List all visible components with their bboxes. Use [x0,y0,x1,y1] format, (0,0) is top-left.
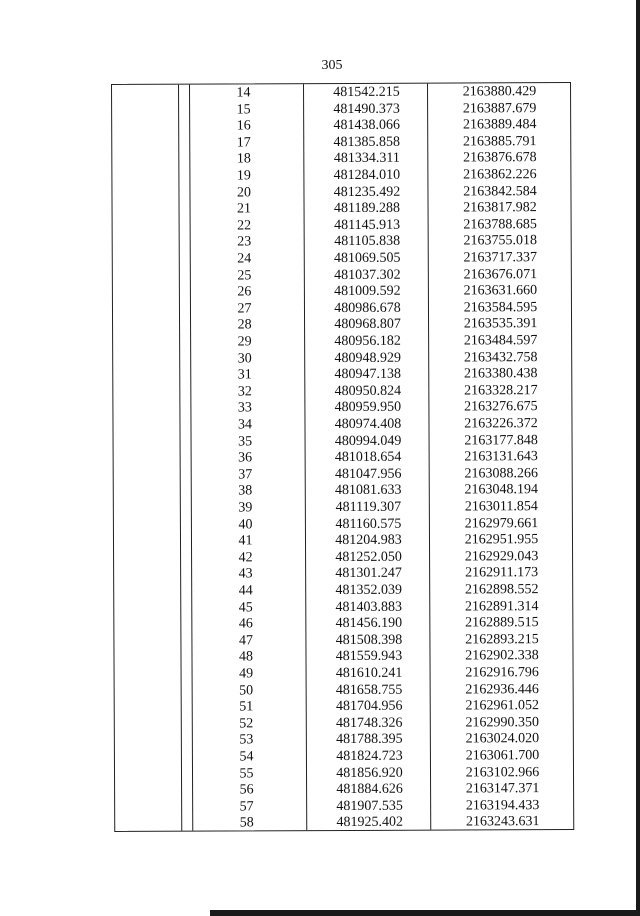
point-number-cell: 40 [238,516,253,533]
table-row [113,283,571,302]
table-row [115,715,573,734]
x-coordinate-cell: 481160.575 [335,516,402,532]
x-coordinate-cell: 480968.807 [334,317,401,333]
x-coordinate-cell: 481438.066 [333,117,400,134]
x-coordinate-cell: 481542.215 [333,84,400,101]
x-coordinate-cell: 481009.592 [334,283,401,300]
y-coordinate-cell: 2162889.515 [465,615,539,631]
table-row [115,781,573,800]
point-number-cell: 54 [239,749,254,765]
point-number-cell: 39 [238,500,253,516]
point-number-cell: 24 [237,251,252,267]
y-coordinate-cell: 2163676.071 [463,266,538,283]
y-coordinate-cell: 2163088.266 [464,465,538,482]
table-row [114,433,572,452]
y-coordinate-cell: 2162951.955 [464,532,539,548]
x-coordinate-cell: 481047.956 [334,466,402,482]
point-number-cell: 30 [237,350,252,367]
x-coordinate-cell: 481925.402 [336,815,404,831]
y-coordinate-cell: 2163147.371 [465,781,540,797]
table-row [114,516,572,535]
table-row [114,549,572,568]
y-coordinate-cell: 2163755.018 [463,233,537,249]
x-coordinate-cell: 480956.182 [334,333,401,350]
x-coordinate-cell: 480959.950 [334,400,402,416]
table-row [113,416,571,435]
y-coordinate-cell: 2163194.433 [465,797,540,814]
table-row [113,250,571,269]
table-row [112,167,570,186]
table-row [115,665,573,684]
table-row [114,466,572,485]
table-row [114,482,572,501]
x-coordinate-cell: 481037.302 [334,267,401,283]
x-coordinate-cell: 481788.395 [336,732,403,748]
page-number: 305 [321,58,343,73]
point-number-cell: 42 [238,550,253,566]
point-number-cell: 29 [237,334,252,350]
table-row [113,333,571,352]
point-number-cell: 48 [238,649,254,665]
x-coordinate-cell: 481069.505 [333,250,401,267]
y-coordinate-cell: 2162911.173 [465,565,539,581]
x-coordinate-cell: 481189.288 [334,200,401,217]
point-number-cell: 25 [237,267,252,284]
table-row [115,698,573,717]
y-coordinate-cell: 2163276.675 [464,399,538,415]
x-coordinate-cell: 481907.535 [336,798,403,814]
table-row [114,532,572,551]
y-coordinate-cell: 2163862.226 [463,167,537,183]
x-coordinate-cell: 481334.311 [333,151,400,167]
y-coordinate-cell: 2163061.700 [465,748,540,764]
x-coordinate-cell: 480986.678 [334,300,401,316]
y-coordinate-cell: 2163876.678 [463,150,537,166]
point-number-cell: 57 [239,799,254,815]
y-coordinate-cell: 2163535.391 [463,316,538,332]
x-coordinate-cell: 481145.913 [334,217,401,233]
point-number-cell: 19 [236,168,251,184]
table-row [114,499,572,518]
y-coordinate-cell: 2163024.020 [465,731,540,747]
point-number-cell: 17 [236,135,251,151]
x-coordinate-cell: 481235.492 [333,184,401,200]
x-coordinate-cell: 481284.010 [333,167,401,184]
point-number-cell: 44 [238,583,253,599]
table-row [113,267,571,286]
point-number-cell: 53 [239,732,254,748]
table-row [112,84,570,103]
x-coordinate-cell: 481352.039 [335,582,402,599]
table-row [114,599,572,618]
x-coordinate-cell: 481403.883 [335,599,403,615]
y-coordinate-cell: 2163887.679 [462,100,537,117]
table-body [112,83,570,831]
point-number-cell: 49 [239,666,254,682]
y-coordinate-cell: 2163048.194 [464,482,539,498]
table-row [113,383,571,402]
table-row [114,615,572,634]
y-coordinate-cell: 2163432.758 [463,349,538,366]
table-row [113,316,571,335]
point-number-cell: 33 [237,400,252,416]
point-number-cell: 37 [238,467,253,483]
point-number-cell: 56 [239,782,254,798]
table-row [115,682,573,701]
y-coordinate-cell: 2163380.438 [463,366,538,382]
table-row [115,814,573,833]
table-row [112,150,570,169]
y-coordinate-cell: 2162929.043 [464,548,539,565]
x-coordinate-cell: 481704.956 [335,698,403,715]
point-number-cell: 28 [237,317,252,333]
point-number-cell: 16 [236,118,251,134]
table-row [112,117,570,136]
x-coordinate-cell: 480947.138 [334,366,402,383]
x-coordinate-cell: 480974.408 [334,416,402,433]
point-number-cell: 36 [238,450,253,466]
point-number-cell: 31 [237,367,252,383]
table-row [113,233,571,252]
x-coordinate-cell: 481252.050 [335,549,402,565]
point-number-cell: 45 [238,599,253,616]
y-coordinate-cell: 2163842.584 [463,183,537,200]
table-row [115,798,573,817]
x-coordinate-cell: 481018.654 [334,449,402,466]
table-row [112,101,570,120]
y-coordinate-cell: 2163880.429 [462,84,537,100]
point-number-cell: 58 [239,815,254,831]
x-coordinate-cell: 481658.755 [335,682,403,698]
x-coordinate-cell: 481119.307 [335,499,402,516]
y-coordinate-cell: 2163788.685 [463,216,537,233]
table-row [113,300,571,319]
point-number-cell: 52 [239,716,254,732]
table-row [112,184,570,203]
point-number-cell: 50 [239,682,254,699]
table-row [115,748,573,767]
x-coordinate-cell: 481559.943 [335,649,403,665]
x-coordinate-cell: 480994.049 [334,433,402,449]
table-row [113,200,571,219]
y-coordinate-cell: 2163717.337 [463,250,538,266]
point-number-cell: 55 [239,765,254,782]
table-row [113,217,571,236]
table-row [113,366,571,385]
point-number-cell: 20 [236,184,252,201]
y-coordinate-cell: 2163484.597 [463,333,538,349]
table-row [114,582,572,601]
scan-edge-bottom [210,910,640,916]
y-coordinate-cell: 2162902.338 [465,648,539,664]
x-coordinate-cell: 481456.190 [335,615,403,632]
point-number-cell: 23 [237,234,252,250]
point-number-cell: 38 [238,483,253,499]
x-coordinate-cell: 481610.241 [335,665,403,682]
x-coordinate-cell: 481105.838 [334,234,401,250]
table-row [115,731,573,750]
table-row [114,632,572,651]
y-coordinate-cell: 2163102.966 [465,764,540,781]
x-coordinate-cell: 481508.398 [335,632,403,648]
y-coordinate-cell: 2162961.052 [465,698,539,714]
y-coordinate-cell: 2162891.314 [465,598,539,615]
x-coordinate-cell: 481385.858 [333,134,401,150]
point-number-cell: 26 [237,284,252,300]
x-coordinate-cell: 481748.326 [336,715,403,731]
y-coordinate-cell: 2162979.661 [464,515,539,532]
table-row [112,134,570,153]
point-number-cell: 15 [236,101,251,118]
point-number-cell: 34 [237,417,253,433]
point-number-cell: 46 [238,616,253,632]
y-coordinate-cell: 2163817.982 [463,200,537,216]
y-coordinate-cell: 2163584.595 [463,299,538,316]
y-coordinate-cell: 2163889.484 [462,117,537,133]
point-number-cell: 41 [238,533,253,549]
x-coordinate-cell: 481490.373 [333,101,400,117]
x-coordinate-cell: 480950.824 [334,383,402,399]
x-coordinate-cell: 481301.247 [335,566,402,582]
point-number-cell: 32 [237,384,252,400]
y-coordinate-cell: 2163631.660 [463,283,538,299]
y-coordinate-cell: 2162916.796 [465,665,539,681]
x-coordinate-cell: 481824.723 [336,748,403,765]
point-number-cell: 47 [238,633,253,649]
point-number-cell: 18 [236,151,251,167]
point-number-cell: 21 [237,201,252,217]
y-coordinate-cell: 2162893.215 [465,631,539,648]
coordinate-table [111,82,574,832]
y-coordinate-cell: 2163226.372 [464,416,538,432]
table-row [113,399,571,418]
y-coordinate-cell: 2162936.446 [465,681,539,698]
y-coordinate-cell: 2163243.631 [465,814,540,830]
y-coordinate-cell: 2162898.552 [464,582,539,598]
point-number-cell: 43 [238,566,253,582]
y-coordinate-cell: 2163177.848 [464,432,538,449]
point-number-cell: 14 [236,85,251,101]
point-number-cell: 35 [238,433,253,450]
y-coordinate-cell: 2162990.350 [465,714,540,731]
scan-edge-right [636,0,640,916]
y-coordinate-cell: 2163885.791 [462,133,537,150]
y-coordinate-cell: 2163011.854 [464,499,538,515]
point-number-cell: 51 [239,699,254,715]
table-row [113,350,571,369]
point-number-cell: 27 [237,301,252,317]
y-coordinate-cell: 2163131.643 [464,449,538,465]
point-number-cell: 22 [237,218,252,234]
table-row [115,765,573,784]
y-coordinate-cell: 2163328.217 [464,382,538,399]
table-row [114,648,572,667]
table-row [114,449,572,468]
x-coordinate-cell: 481884.626 [336,781,403,798]
x-coordinate-cell: 480948.929 [334,350,401,366]
x-coordinate-cell: 481204.983 [335,532,402,549]
x-coordinate-cell: 481856.920 [336,765,403,781]
table-row [114,565,572,584]
x-coordinate-cell: 481081.633 [334,483,402,499]
